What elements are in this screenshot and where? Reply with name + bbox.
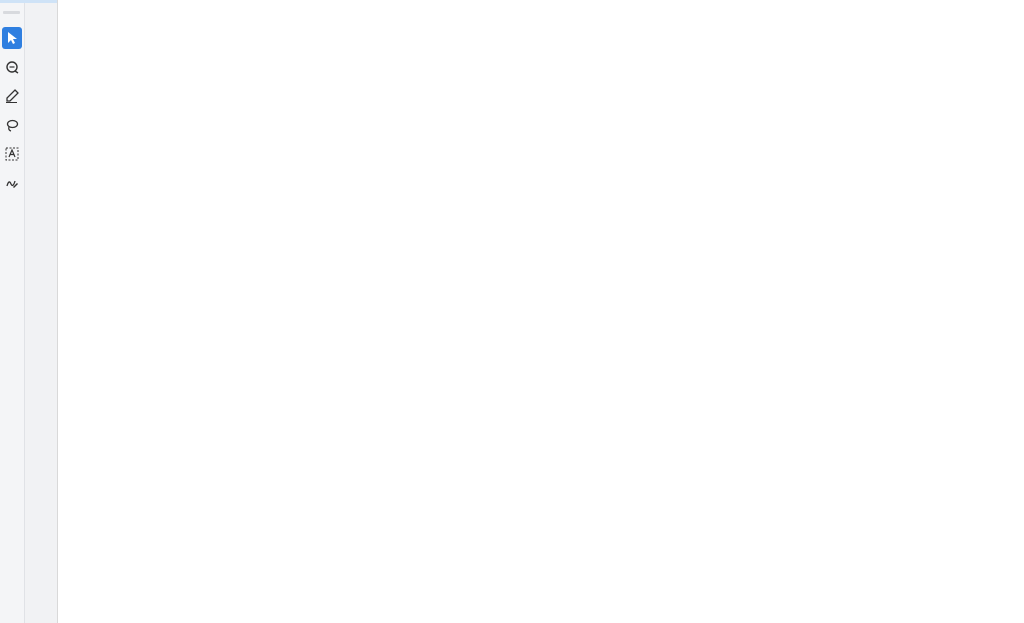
lasso-tool-button[interactable]: [2, 114, 22, 136]
note-icon: [5, 60, 19, 74]
document-page: [57, 0, 1024, 623]
viewer-margin: [25, 3, 57, 623]
cursor-icon: [5, 31, 19, 45]
pen-icon: [5, 89, 19, 103]
lasso-icon: [5, 118, 19, 132]
text-box-tool-button[interactable]: [2, 143, 22, 165]
text-box-icon: [5, 147, 19, 161]
note-tool-button[interactable]: [2, 56, 22, 78]
annotation-toolbar: [0, 3, 25, 623]
sign-tool-button[interactable]: [2, 172, 22, 194]
toolbar-grip[interactable]: [3, 11, 20, 14]
pen-tool-button[interactable]: [2, 85, 22, 107]
cursor-tool-button[interactable]: [2, 27, 22, 49]
sign-icon: [5, 176, 19, 190]
